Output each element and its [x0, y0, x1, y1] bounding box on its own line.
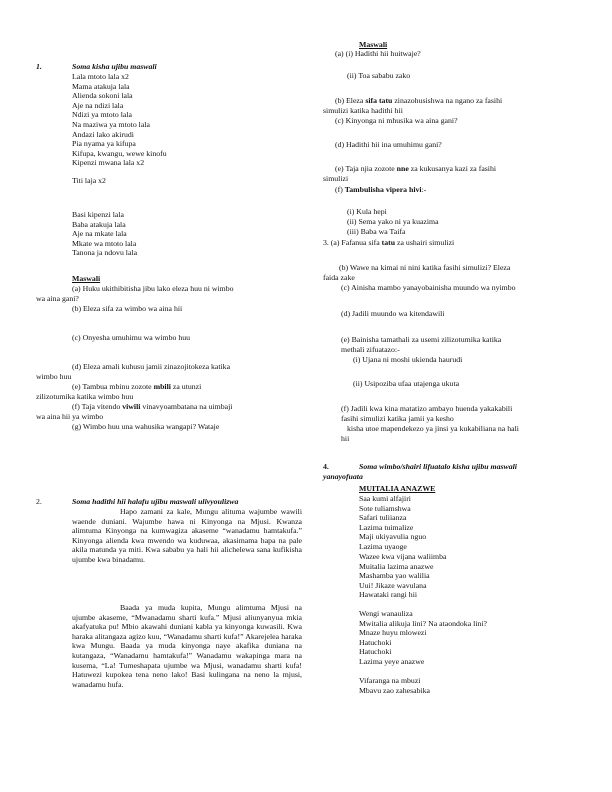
q1-question-a-line2: wa aina gani? [36, 294, 79, 303]
q2-qb-post: zinazohusishwa na ngano za fasihi [392, 96, 503, 105]
q4-poem-title: MUITALIA ANAZWE [359, 484, 436, 493]
q1-qf-bold: viwili [122, 402, 141, 411]
q2-maswali-title: Maswali [359, 40, 388, 49]
q2-question-b-line1 [335, 96, 502, 106]
poem-line: Baba atakuja lala [72, 219, 126, 229]
q1-qf-post: vinavyoambatana na uimbaji [140, 402, 233, 411]
q2-question-f [335, 185, 426, 195]
q2-number: 2. [36, 497, 42, 506]
q1-question-f-line1 [72, 402, 232, 412]
q2-question-a-ii: (ii) Toa sababu zako [347, 71, 411, 80]
q2-qe-post: za kukusanya kazi za fasihi [408, 164, 497, 173]
poem-line: Mama atakuja lala [72, 81, 130, 91]
q2-story-paragraph-2: Baada ya muda kupita, Mungu alimtuma Mjusi na ujumbe akaseme, “Mwanadamu sharti kufa.” Mjusi aliunyanyua mkia akafyatuka pu! Mbio akawahi duniani kabla ya kinyonga kuwasili. Kwa haraka alitangaza agizo kuu, “Wanadamu sharti kufa!” Akarejelea haraka kwa Mungu. Baada ya muda kinyonga naye akafika duniana na kutangaza, “Wanadamu hamtakufa!” Wanadamu wakapinga mara na kusema, “La! Tumeshapata ujumbe wa Mjusi, wanadamu sharti kufa! Hatuwezi kupokea tena neno lako! Basi kulingana na neno la mjusi, wanadamu hufa. [72, 603, 302, 689]
q3-qa-post: za ushairi simulizi [395, 238, 455, 247]
q3-question-c: (c) Ainisha mambo yanayobainisha muundo wa nyimbo [341, 283, 516, 292]
q4-number: 4. [323, 462, 329, 471]
q4-poem-stanza-3 [359, 609, 487, 667]
q1-poem-stanza-2 [72, 210, 137, 258]
poem-line: Lazima yeye anazwe [359, 656, 425, 666]
q3-qa-pre: 3. (a) Fafanua sifa [323, 238, 382, 247]
q2-qf-pre: (f) [335, 185, 345, 194]
q1-question-e-line1 [72, 382, 201, 392]
q2-qe-pre: (e) Taja njia zozote [335, 164, 397, 173]
q3-question-e-line2: methali zifuatazo:- [341, 345, 400, 354]
q2-question-b-line2: simulizi katika hadithi hii [323, 106, 403, 115]
q3-qa-bold: tatu [381, 238, 396, 247]
q4-heading-line2: yanayofuata [323, 472, 363, 481]
q3-question-b-line2: faida zake [323, 273, 355, 282]
poem-line: Kipenzi mwana lala x2 [72, 158, 145, 168]
q2-question-d: (d) Hadithi hii ina umuhimu gani? [335, 140, 442, 149]
poem-line: Na maziwa ya mtoto lala [72, 119, 150, 129]
poem-line: Mkate wa mtoto lala [72, 238, 137, 248]
poem-line: Lala mtoto lala x2 [72, 72, 129, 81]
q2-question-c: (c) Kinyonga ni mhusika wa aina gani? [335, 116, 458, 125]
poem-line: Hatuchoki [359, 647, 392, 657]
q3-question-f-line4: hii [341, 434, 350, 443]
poem-line: Sote tuliamshwa [359, 503, 411, 513]
poem-line: Mwitalia alikuja lini? Na ataondoka lini? [359, 618, 487, 628]
q2-qb-pre: (b) Eleza [335, 96, 366, 105]
poem-line: Hawataki rangi hii [359, 590, 418, 600]
q1-poem-refrain: Titi laja x2 [72, 176, 106, 185]
poem-line: Lazima tuimalize [359, 522, 414, 532]
q2-qe-bold: nne [396, 164, 409, 173]
poem-line: Hatuchoki [359, 637, 392, 647]
q2-story-paragraph-1: Hapo zamani za kale, Mungu alituma wajumbe wawili waende duniani. Wajumbe hawa ni Kinyonga na Mjusi. Kwanza alimtuma Kinyonga na kumwagiza akaseme “wanadamu hamtakufa.” Kinyonga alienda kwa mwendo wa kuduwaa, akasimama hapa na pale akila matunda ya miti. Kwa sababu ya hali hii alichelewa sana kufikisha ujumbe kwa binadamu. [72, 507, 302, 564]
q2-question-e-line1 [335, 164, 496, 174]
q4-poem-stanza-4 [359, 676, 430, 695]
poem-line: Ndizi ya mtoto lala [72, 110, 132, 120]
q3-e-item-2: (ii) Usipoziba ufaa utajenga ukuta [353, 379, 460, 388]
q2-f-item-2: (ii) Sema yako ni ya kuazima [347, 217, 439, 226]
poem-line: Pia nyama ya kifupa [72, 139, 136, 149]
q1-qe-post: za utunzi [170, 382, 202, 391]
q3-question-a [323, 238, 454, 248]
poem-line: Wengi wanauliza [359, 609, 413, 618]
q3-question-d: (d) Jadili muundo wa kitendawili [341, 309, 445, 318]
q1-question-f-line2: wa aina hii ya wimbo [36, 412, 104, 421]
q2-heading: Soma hadithi hii halafu ujibu maswali ulivyoulizwa [72, 497, 239, 506]
poem-line: Alienda sokoni lala [72, 91, 133, 101]
poem-line: Safari tuliianza [359, 513, 407, 523]
q4-poem-stanza-1 [359, 494, 426, 552]
q1-qe-pre: (e) Tambua mbinu zozote [72, 382, 154, 391]
q2-qf-post: :- [421, 185, 427, 194]
q2-qf-bold: Tambulisha vipera hivi [344, 185, 422, 194]
q2-question-e-line2: simulizi [323, 174, 349, 183]
poem-line: Vifaranga na mbuzi [359, 676, 421, 685]
poem-line: Uui! Jikaze wavulana [359, 580, 427, 590]
poem-line: Andazi lako akirudi [72, 129, 134, 139]
poem-line: Basi kipenzi lala [72, 210, 124, 219]
q3-question-e-line1: (e) Bainisha tamathali za usemi zilizotumika katika [341, 335, 502, 344]
q4-poem-stanza-2 [359, 552, 446, 600]
poem-line: Mnaze huyu mlowezi [359, 628, 427, 638]
poem-line: Kifupa, kwangu, wewe kinofu [72, 148, 167, 158]
q1-heading: Soma kisha ujibu maswali [72, 62, 157, 71]
q1-number: 1. [36, 62, 42, 71]
q2-f-item-3: (iii) Baba wa Taifa [347, 227, 406, 236]
q2-f-item-1: (i) Kula hepi [347, 207, 387, 216]
q3-question-f-line1: (f) Jadili kwa kina matatizo ambayo huenda yakakabili [341, 404, 513, 413]
q3-e-item-1: (i) Ujana ni moshi ukienda haurudi [353, 355, 463, 364]
poem-line: Mbavu zao zahesabika [359, 685, 431, 695]
poem-line: Muitalia lazima anazwe [359, 561, 434, 571]
poem-line: Tanona ja ndovu lala [72, 248, 138, 258]
q2-qb-bold: sifa tatu [365, 96, 393, 105]
q3-question-f-line3: kisha utoe mapendekezo ya jinsi ya kukabiliana na hali [347, 424, 519, 433]
q1-poem-stanza-1 [72, 72, 167, 168]
q3-question-f-line2: fasihi simulizi katika jamii ya kesho [341, 414, 454, 423]
q1-qe-bold: mbili [153, 382, 171, 391]
q1-question-e-line2: zilizotumika katika wimbo huu [36, 392, 134, 401]
q3-question-b-line1: (b) Wawe na kimai ni nini katika fasihi simulizi? Eleza [339, 263, 511, 272]
q1-question-a-line1: (a) Huku ukithibitisha jibu lako eleza huu ni wimbo [72, 284, 234, 293]
poem-line: Aje na mkate lala [72, 229, 127, 239]
q4-heading-line1: Soma wimbo/shairi lifuatalo kisha ujibu maswali [359, 462, 517, 471]
q1-question-d-line2: wimbo huu [36, 372, 72, 381]
q1-qf-pre: (f) Taja vitendo [72, 402, 123, 411]
q1-question-b: (b) Eleza sifa za wimbo wa aina hii [72, 304, 183, 313]
poem-line: Aje na ndizi lala [72, 100, 124, 110]
q1-question-g: (g) Wimbo huu una wahusika wangapi? Wataje [72, 422, 220, 431]
poem-line: Lazima uyaoge [359, 541, 407, 551]
poem-line: Saa kumi alfajiri [359, 494, 411, 503]
poem-line: Mashamba yao walilia [359, 571, 430, 581]
q1-question-d-line1: (d) Eleza amali kuhusu jamii zinazojitokeza katika [72, 362, 231, 371]
poem-line: Maji ukiyavulia nguo [359, 532, 427, 542]
q2-question-a-i: (a) (i) Hadithi hii huitwaje? [335, 49, 421, 58]
q1-maswali-title: Maswali [72, 274, 101, 283]
poem-line: Wazee kwa vijana waliimba [359, 552, 447, 561]
q1-question-c: (c) Onyesha umuhimu wa wimbo huu [72, 333, 191, 342]
